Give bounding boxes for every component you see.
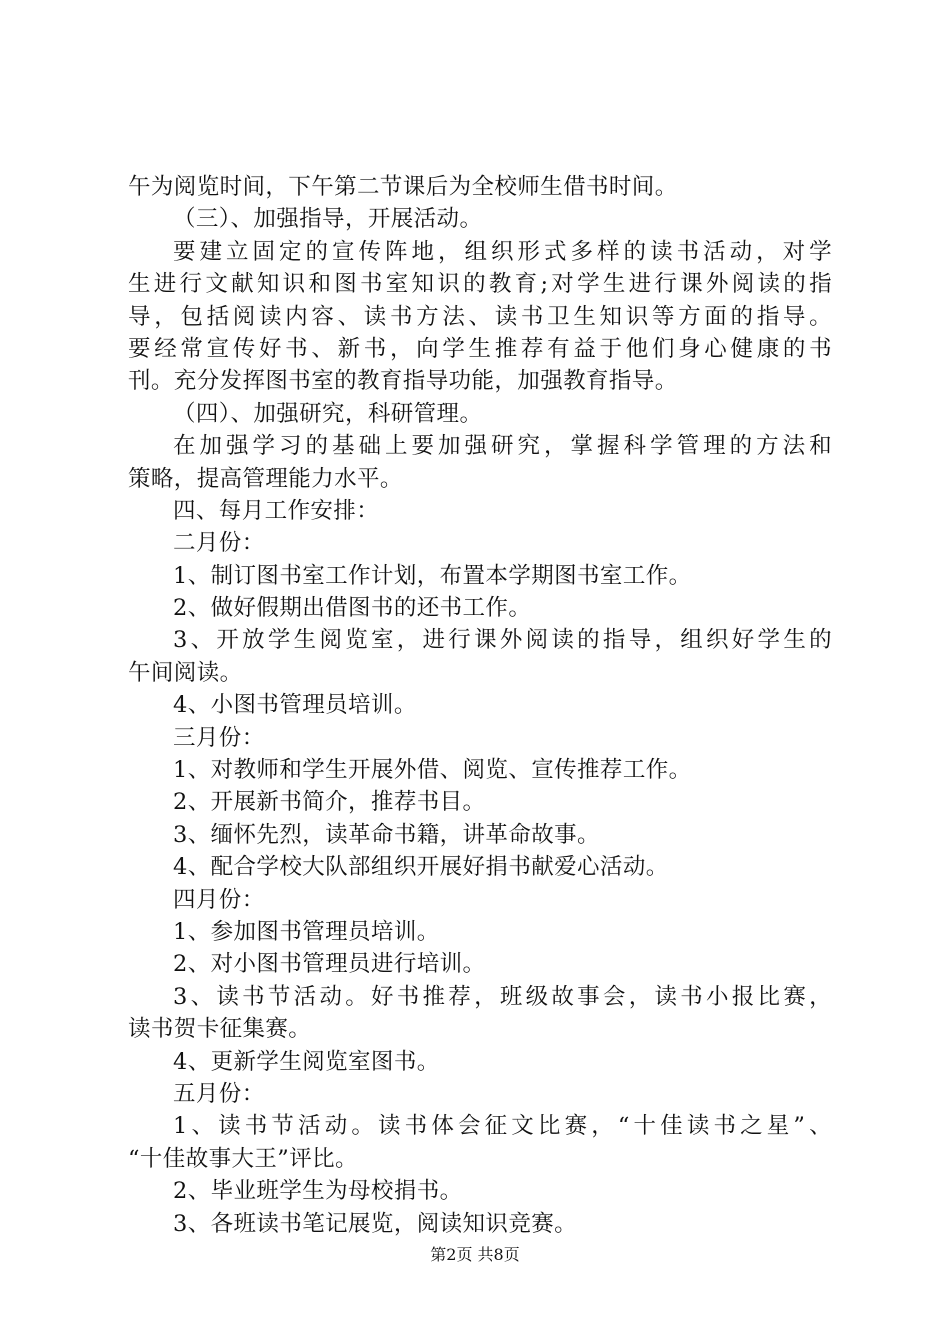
- month-heading: 五月份：: [173, 1080, 265, 1107]
- list-item: 4、配合学校大队部组织开展好捐书献爱心活动。: [173, 854, 669, 881]
- list-item: 4、小图书管理员培训。: [173, 692, 417, 719]
- list-item: 1、读书节活动。读书体会征文比赛，“十佳读书之星”、: [173, 1113, 832, 1140]
- text-line: 读书贺卡征集赛。: [128, 1016, 312, 1043]
- section-heading: 四、每月工作安排：: [173, 497, 380, 524]
- month-heading: 三月份：: [173, 724, 265, 751]
- list-item: 1、对教师和学生开展外借、阅览、宣传推荐工作。: [173, 757, 692, 784]
- text-line: 午为阅览时间，下午第二节课后为全校师生借书时间。: [128, 174, 678, 200]
- list-item: 3、开放学生阅览室，进行课外阅读的指导，组织好学生的: [173, 627, 832, 654]
- text-line: 刊。充分发挥图书室的教育指导功能，加强教育指导。: [128, 368, 678, 395]
- text-line: 策略，提高管理能力水平。: [128, 465, 403, 492]
- list-item: 2、开展新书简介，推荐书目。: [173, 789, 486, 816]
- text-line: 生进行文献知识和图书室知识的教育;对学生进行课外阅读的指: [128, 271, 832, 298]
- list-item: 3、读书节活动。好书推荐，班级故事会，读书小报比赛，: [173, 983, 832, 1010]
- document-body: [128, 171, 832, 1240]
- list-item: 2、做好假期出借图书的还书工作。: [173, 595, 532, 622]
- page-number-footer: 第2页 共8页: [430, 1245, 520, 1264]
- text-line: “十佳故事大王”评比。: [128, 1145, 358, 1172]
- section-heading: （三）、加强指导，开展活动。: [173, 206, 483, 233]
- list-item: 2、毕业班学生为母校捐书。: [173, 1178, 463, 1205]
- list-item: 1、制订图书室工作计划，布置本学期图书室工作。: [173, 562, 692, 589]
- section-heading: （四）、加强研究，科研管理。: [173, 400, 483, 427]
- month-heading: 四月份：: [173, 886, 265, 913]
- text-line: 在加强学习的基础上要加强研究，掌握科学管理的方法和: [173, 433, 832, 460]
- text-line: 导，包括阅读内容、读书方法、读书卫生知识等方面的指导。: [128, 303, 832, 330]
- list-item: 4、更新学生阅览室图书。: [173, 1048, 440, 1075]
- list-item: 2、对小图书管理员进行培训。: [173, 951, 486, 978]
- text-line: 要经常宣传好书、新书，向学生推荐有益于他们身心健康的书: [128, 335, 832, 362]
- month-heading: 二月份：: [173, 530, 265, 557]
- list-item: 3、缅怀先烈，读革命书籍，讲革命故事。: [173, 821, 600, 848]
- list-item: 1、参加图书管理员培训。: [173, 918, 440, 945]
- text-line: 要建立固定的宣传阵地，组织形式多样的读书活动，对学: [173, 238, 832, 265]
- text-line: 午间阅读。: [128, 659, 243, 686]
- list-item: 3、各班读书笔记展览，阅读知识竞赛。: [173, 1210, 578, 1237]
